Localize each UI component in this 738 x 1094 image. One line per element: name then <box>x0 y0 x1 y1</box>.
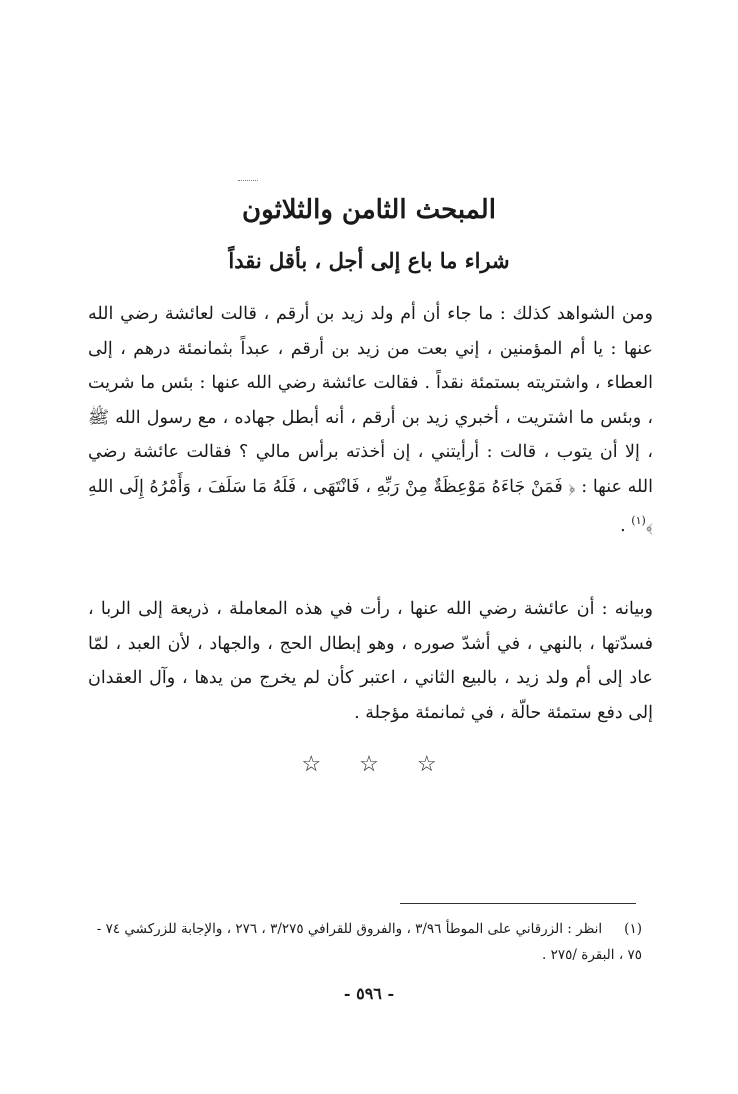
footnote <box>80 916 642 968</box>
star-separator <box>0 752 738 777</box>
chapter-title: المبحث الثامن والثلاثون <box>242 195 496 225</box>
footnote-number: (١) <box>624 921 642 937</box>
star-icon: ☆ <box>359 752 379 777</box>
paragraph-2: وبيانه : أن عائشة رضي الله عنها ، رأت في هذه المعاملة ، ذريعة إلى الربا ، فسدّتها ، بالنهي ، في أشدّ صوره ، وهو إبطال الحج ، والجهاد ، لأن العبد ، لمّا عاد إلى أم ولد زيد ، بالبيع الثاني ، اعتبر كأن لم يخرج من يدها ، وآل العقدان إلى دفع ستمئة حالّة ، في ثمانمئة مؤجلة . <box>88 599 653 723</box>
footnote-divider <box>400 903 636 904</box>
chapter-subtitle: شراء ما باع إلى أجل ، بأقل نقداً <box>228 248 510 273</box>
paragraph-1-end: . <box>620 515 626 536</box>
paragraph-1 <box>88 297 653 543</box>
star-icon: ☆ <box>416 752 437 777</box>
page-number: - ٥٩٦ - <box>343 984 395 1003</box>
footnote-text: انظر : الزرقاني على الموطأ ٣/٩٦ ، والفروق للقرافي ٣/٢٧٥ ، ٢٧٦ ، والإجابة للزركشي ٧٤ - ٧٥ ، البقرة /٢٧٥ . <box>96 921 642 963</box>
quran-verse: ﴿ فَمَنْ جَاءَهُ مَوْعِظَةٌ مِنْ رَبِّهِ ، فَانْتَهَى ، فَلَهُ مَا سَلَفَ ، وَأَمْرُهُ إِلَى اللهِ ﴾ <box>88 476 653 536</box>
decorative-dots <box>238 180 258 181</box>
star-icon: ☆ <box>301 752 322 777</box>
paragraph-1-text: ومن الشواهد كذلك : ما جاء أن أم ولد زيد بن أرقم ، قالت لعائشة رضي الله عنها : يا أم المؤمنين ، إني بعت من زيد بن أرقم ، عبداً بثمانمئة درهم ، إلى العطاء ، واشتريته بستمئة نقداً . فقالت عائشة رضي الله عنها : بئس ما شريت ، وبئس ما اشتريت ، أخبري زيد بن أرقم ، أنه أبطل جهاده ، مع رسول الله ﷺ ، إلا أن يتوب ، قالت : أرأيتني ، إن أخذته برأس مالي ؟ فقالت عائشة رضي الله عنها : <box>88 304 653 497</box>
footnote-marker[interactable]: (١) <box>631 514 646 527</box>
